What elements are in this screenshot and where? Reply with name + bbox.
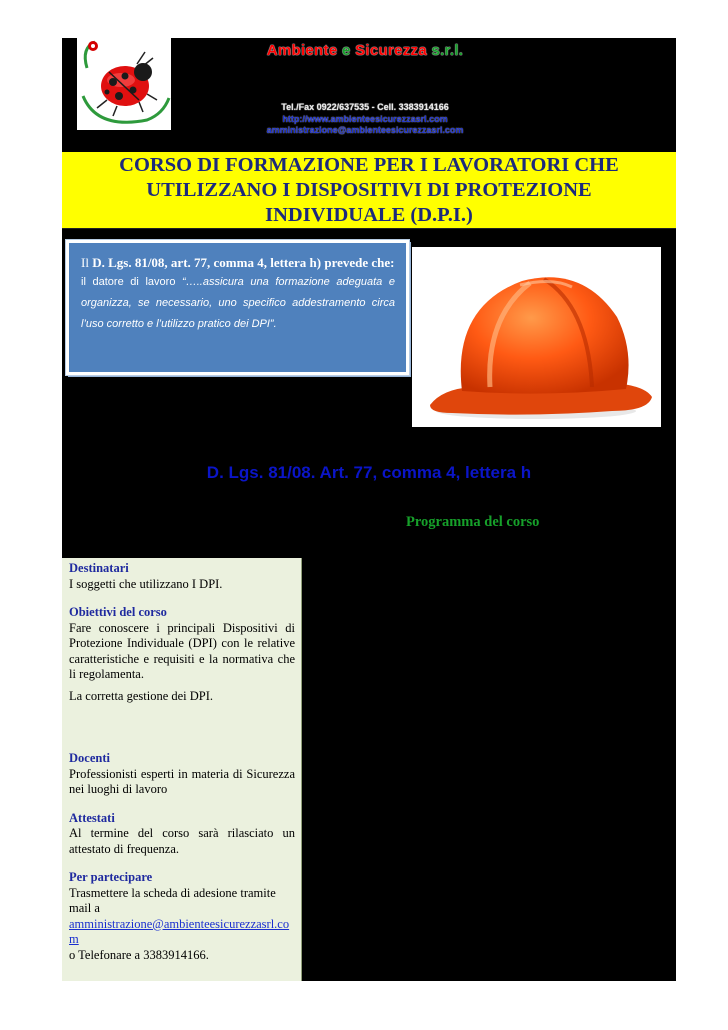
obiettivi-text: Fare conoscere i principali Dispositivi di Protezione Individuale (DPI) con le relative caratteristiche e requisiti e la normativa che li regolamenta. (69, 620, 295, 681)
title-line-2: UTILIZZANO I DISPOSITIVI DI PROTEZIONE (146, 178, 592, 201)
partecipare-text: Trasmettere la scheda di adesione tramite mail a (69, 885, 276, 915)
law-heading-text: D. Lgs. 81/08, art. 77, comma 4, lettera h) prevede che: (92, 255, 395, 270)
partecipare-heading: Per partecipare (69, 870, 153, 884)
title-banner (62, 152, 676, 229)
hard-hat-icon (412, 247, 661, 427)
obiettivi-text-2: La corretta gestione dei DPI. (69, 688, 214, 703)
contact-website-link[interactable]: http://www.ambienteesicurezzasrl.com (282, 114, 448, 124)
law-heading-prefix: Il (81, 255, 89, 270)
obiettivi-heading: Obiettivi del corso (69, 605, 167, 619)
contact-phone: Tel./Fax 0922/637535 - Cell. 3383914166 (281, 102, 449, 112)
title-line-3: INDIVIDUALE (D.P.I.) (265, 203, 473, 226)
docenti-text: Professionisti esperti in materia di Sicurezza nei luoghi di lavoro (69, 766, 295, 796)
attestati-heading: Attestati (69, 810, 115, 825)
law-quote (81, 272, 395, 335)
section-docenti (69, 751, 295, 798)
program-heading: Programma del corso (406, 514, 540, 530)
company-word-sicurezza: Sicurezza (355, 42, 427, 59)
company-word-e: e (341, 42, 351, 59)
destinatari-text: I soggetti che utilizzano I DPI. (69, 576, 223, 591)
title-line-1: CORSO DI FORMAZIONE PER I LAVORATORI CHE (119, 153, 619, 176)
company-suffix: s.r.l. (431, 42, 464, 59)
law-quote-box (66, 240, 409, 375)
partecipare-email-link[interactable]: amministrazione@ambienteesicurezzasrl.com (69, 916, 290, 946)
contact-email-link[interactable]: amministrazione@ambienteesicurezzasrl.com (266, 125, 464, 135)
company-word-ambiente: Ambiente (266, 42, 338, 59)
docenti-heading: Docenti (69, 751, 110, 765)
section-destinatari (69, 561, 295, 592)
partecipare-phone-text: o Telefonare a 3383914166. (69, 947, 209, 962)
law-quote-lead: il datore di lavoro (81, 276, 183, 288)
law-heading (81, 255, 395, 271)
law-quote-text: “…..assicura una formazione adeguata e organizza, se necessario, uno specifico addestramento circa l’uso corretto e l’utilizzo pratico dei DPI”. (81, 276, 395, 330)
ladybug-icon (77, 38, 171, 130)
page-title (119, 153, 619, 228)
helmet-image (412, 247, 661, 427)
law-reference-subtitle: D. Lgs. 81/08. Art. 77, comma 4, lettera h (206, 463, 532, 482)
company-name (175, 42, 555, 59)
destinatari-heading: Destinatari (69, 561, 129, 575)
attestati-text: Al termine del corso sarà rilasciato un attestato di frequenza. (69, 826, 295, 856)
company-logo (77, 38, 171, 130)
section-partecipare (69, 870, 295, 963)
section-attestati (69, 811, 295, 858)
course-info-panel (62, 558, 302, 981)
section-obiettivi (69, 605, 295, 704)
